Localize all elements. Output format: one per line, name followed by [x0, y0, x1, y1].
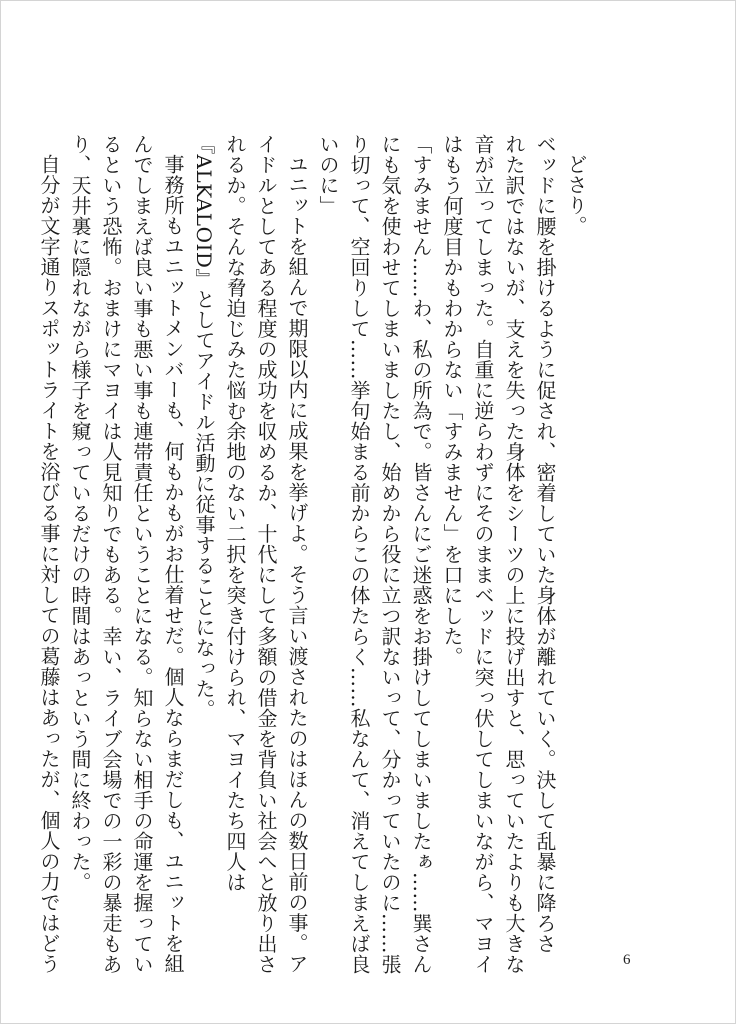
text-line: 事務所もユニットメンバーも、何もかもがお仕着せだ。個人ならまだしも、ユニットを組: [161, 154, 185, 974]
text-line: はもう何度目かもわからない「すみません」を口にした。: [440, 134, 464, 667]
text-line: どさり。: [564, 154, 588, 236]
text-line: り、天井裏に隠れながら様子を窺っているだけの時間はあっという間に終わった。: [68, 134, 92, 893]
text-line: イドルとしてある程度の成功を収めるか、十代にして多額の借金を背負い社会へと放り出さ: [254, 134, 278, 975]
vertical-text-body: [37, 134, 591, 975]
text-line: れるか。そんな脅迫じみた悩む余地のない二択を突き付けられ、マヨイたち四人は: [223, 134, 247, 893]
text-line: ベッドに腰を掛けるように促され、密着していた身体が離れていく。決して乱暴に降ろさ: [533, 134, 557, 954]
text-line: ユニットを組んで期限以内に成果を挙げよ。そう言い渡されたのはほんの数日前の事。ア: [285, 154, 309, 974]
text-line: るという恐怖。おまけにマヨイは人見知りでもある。幸い、ライブ会場での一彩の暴走もあ: [99, 134, 123, 975]
page-number: 6: [623, 952, 631, 968]
text-line: れた訳ではないが、支えを失った身体をシーツの上に投げ出すと、思っていたよりも大きな: [502, 134, 526, 975]
text-line: んでしまえば良い事も悪い事も連帯責任ということになる。知らない相手の命運を握ってい: [130, 134, 154, 975]
text-line: にも気を使わせてしまいましたし、始めから役に立つ訳ないって、分かっていたのに……張: [378, 134, 402, 975]
text-line: いのに」: [316, 134, 340, 216]
text-line: 『ALKALOID』としてアイドル活動に従事することになった。: [192, 134, 216, 720]
text-line: り切って、空回りして……挙句始まる前からこの体たらく……私なんて、消えてしまえば良: [347, 134, 371, 975]
text-line: 音が立ってしまった。自重に逆らわずにそのままベッドに突っ伏してしまいながら、マヨイ: [471, 134, 495, 975]
text-line: 自分が文字通りスポットライトを浴びる事に対しての葛藤はあったが、個人の力ではどう: [37, 154, 61, 974]
text-line: 「すみません……わ、私の所為で。皆さんにご迷惑をお掛けしてしまいましたぁ……巽さん: [409, 134, 433, 975]
